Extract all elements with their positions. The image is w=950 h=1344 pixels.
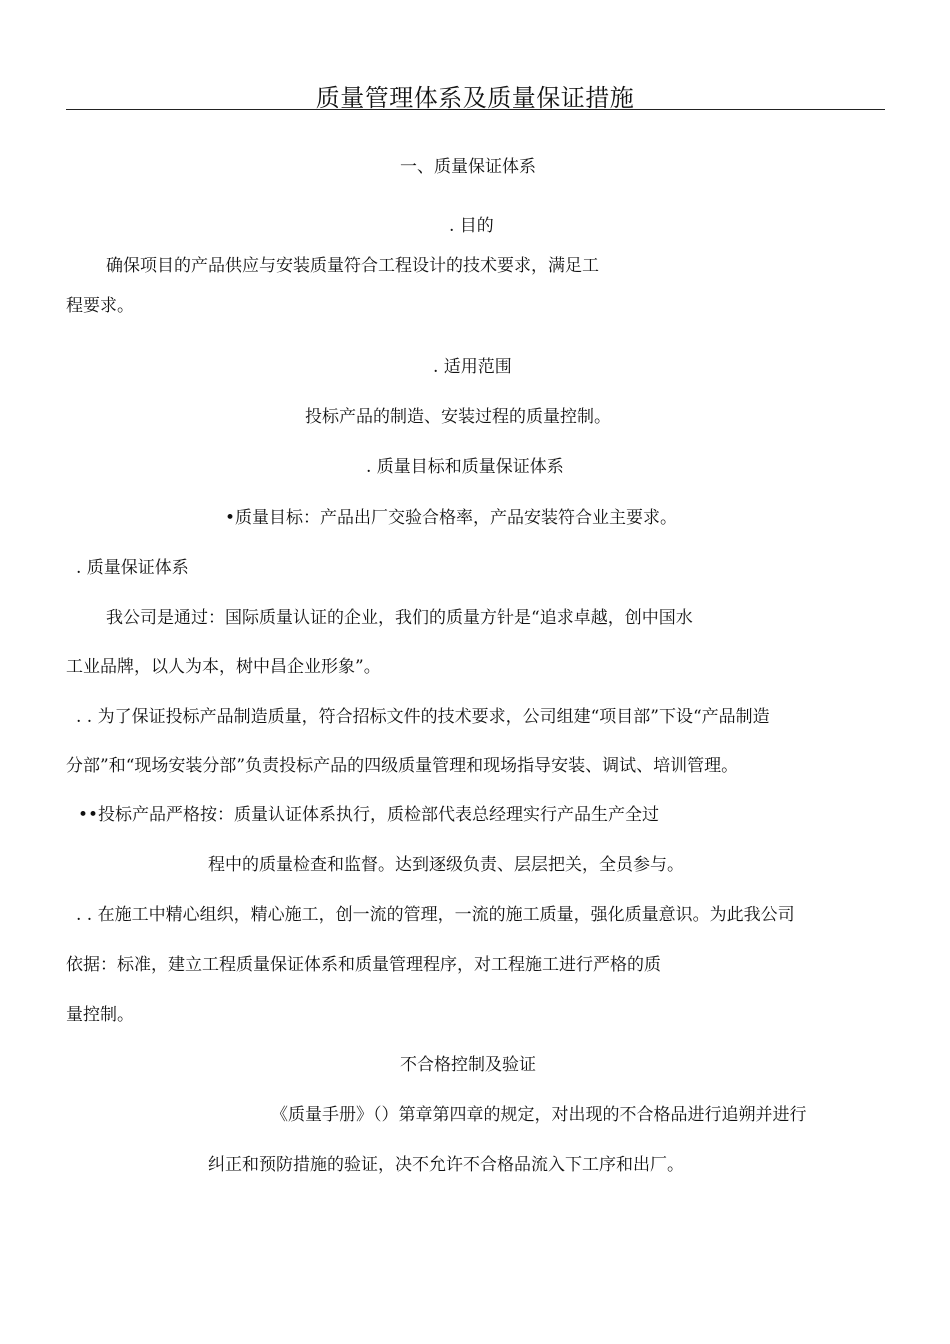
paragraph-line: 纠正和预防措施的验证，决不允许不合格品流入下工序和出厂。 bbox=[208, 1155, 684, 1175]
paragraph-line: 分部”和“现场安装分部”负责投标产品的四级质量管理和现场指导安装、调试、培训管理。 bbox=[66, 756, 739, 776]
paragraph-line: 确保项目的产品供应与安装质量符合工程设计的技术要求，满足工 bbox=[106, 256, 599, 276]
title-underline bbox=[66, 109, 885, 110]
subheading-scope: . 适用范围 bbox=[433, 357, 512, 377]
section-heading: 一、质量保证体系 bbox=[400, 157, 536, 177]
paragraph-line: 量控制。 bbox=[66, 1005, 134, 1025]
bullet-line: ••投标产品严格按：质量认证体系执行，质检部代表总经理实行产品生产全过 bbox=[78, 805, 660, 825]
paragraph-line: 《质量手册》（）第章第四章的规定，对出现的不合格品进行追朔并进行 bbox=[271, 1105, 807, 1125]
subheading-quality-target: . 质量目标和质量保证体系 bbox=[366, 457, 564, 477]
document-title: 质量管理体系及质量保证措施 bbox=[315, 84, 635, 112]
paragraph-line: 投标产品的制造、安装过程的质量控制。 bbox=[305, 407, 611, 427]
paragraph-line: 程中的质量检查和监督。达到逐级负责、层层把关，全员参与。 bbox=[208, 855, 684, 875]
subheading-quality-system: . 质量保证体系 bbox=[76, 558, 189, 578]
paragraph-line: 程要求。 bbox=[66, 296, 134, 316]
paragraph-line: 工业品牌，以人为本，树中昌企业形象”。 bbox=[66, 657, 381, 677]
subheading-purpose: . 目的 bbox=[449, 216, 494, 236]
paragraph-line: 我公司是通过：国际质量认证的企业，我们的质量方针是“追求卓越，创中国水 bbox=[106, 608, 693, 628]
paragraph-line: . . 为了保证投标产品制造质量，符合招标文件的技术要求，公司组建“项目部”下设“产品制造 bbox=[76, 707, 770, 727]
bullet-line: •质量目标：产品出厂交验合格率，产品安装符合业主要求。 bbox=[225, 508, 678, 528]
paragraph-line: 依据：标准，建立工程质量保证体系和质量管理程序，对工程施工进行严格的质 bbox=[66, 955, 661, 975]
paragraph-line: . . 在施工中精心组织，精心施工，创一流的管理，一流的施工质量，强化质量意识。为此我公司 bbox=[76, 905, 795, 925]
subheading-nonconformance: 不合格控制及验证 bbox=[400, 1055, 536, 1075]
